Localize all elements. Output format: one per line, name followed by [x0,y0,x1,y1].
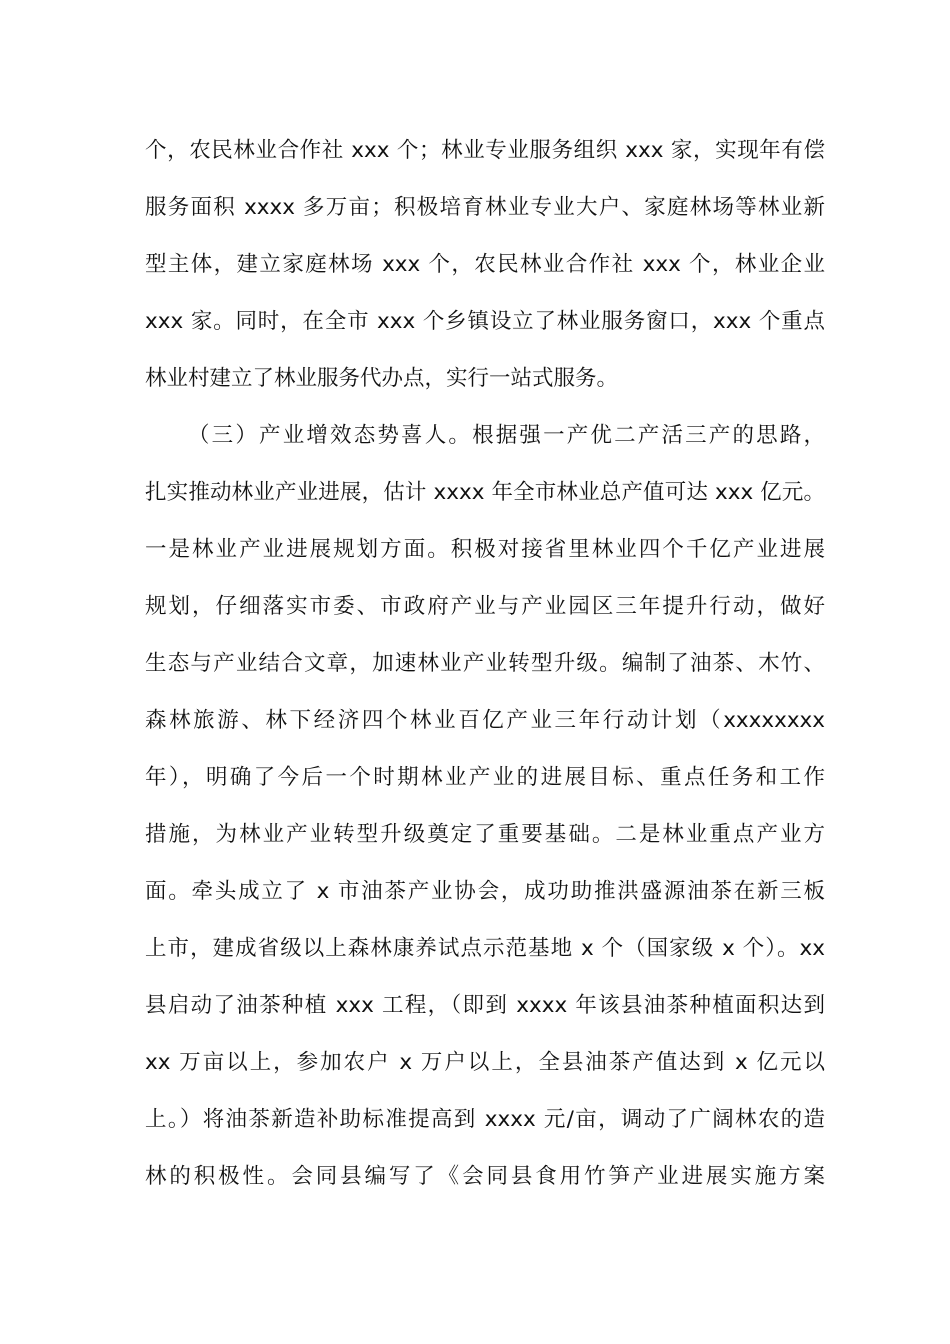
text-line: 上。）将油茶新造补助标准提高到 xxxx 元/亩，调动了广阔林农的造 [145,1107,825,1132]
text-line: 措施，为林业产业转型升级奠定了重要基础。二是林业重点产业方 [145,822,825,847]
text-line: 一是林业产业进展规划方面。积极对接省里林业四个千亿产业进展 [145,537,825,562]
text-line: 林的积极性。会同县编写了《会同县食用竹笋产业进展实施方案 [145,1164,825,1189]
text-line: 年），明确了今后一个时期林业产业的进展目标、重点任务和工作 [145,765,825,790]
text-line: 生态与产业结合文章，加速林业产业转型升级。编制了油茶、木竹、 [145,651,825,676]
text-line: 县启动了油茶种植 xxx 工程，（即到 xxxx 年该县油茶种植面积达到 [145,993,825,1018]
text-line: 森林旅游、林下经济四个林业百亿产业三年行动计划（xxxxxxxx [145,708,825,733]
text-line: 个，农民林业合作社 xxx 个；林业专业服务组织 xxx 家，实现年有偿 [145,138,825,163]
text-line: xx 万亩以上，参加农户 x 万户以上，全县油茶产值达到 x 亿元以 [145,1050,825,1075]
section-heading-line: （三）产业增效态势喜人。根据强一产优二产活三产的思路， [188,423,825,448]
text-line: 林业村建立了林业服务代办点，实行一站式服务。 [145,366,619,391]
text-line: 服务面积 xxxx 多万亩；积极培育林业专业大户、家庭林场等林业新 [145,195,825,220]
text-line: 型主体，建立家庭林场 xxx 个，农民林业合作社 xxx 个，林业企业 [145,252,825,277]
text-line: 扎实推动林业产业进展，估计 xxxx 年全市林业总产值可达 xxx 亿元。 [145,480,825,505]
text-line: 面。牵头成立了 x 市油茶产业协会，成功助推洪盛源油茶在新三板 [145,879,825,904]
text-line: 规划，仔细落实市委、市政府产业与产业园区三年提升行动，做好 [145,594,825,619]
text-line: xxx 家。同时，在全市 xxx 个乡镇设立了林业服务窗口，xxx 个重点 [145,309,825,334]
text-line: 上市，建成省级以上森林康养试点示范基地 x 个（国家级 x 个）。xx [145,936,825,961]
